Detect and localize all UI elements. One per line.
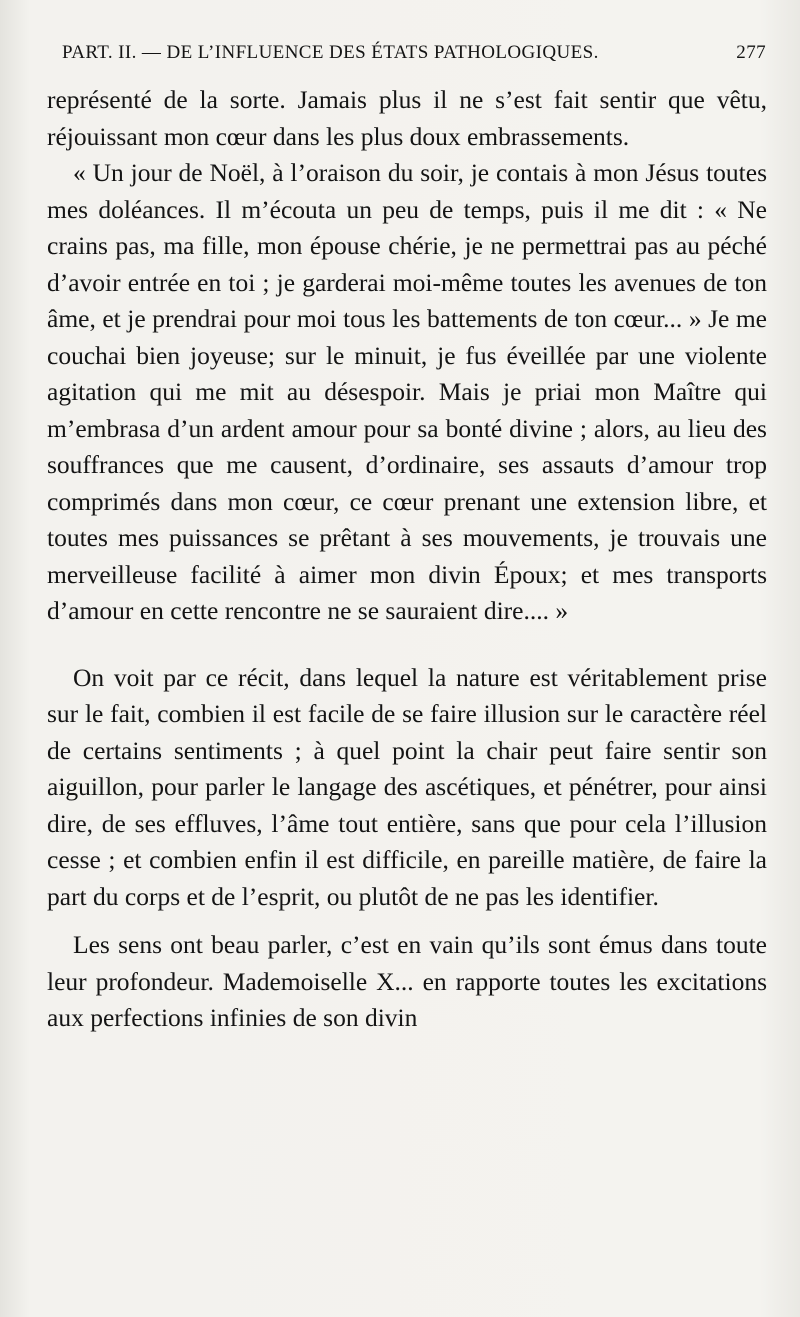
running-title: PART. II. — DE L’INFLUENCE DES ÉTATS PATHOLOGIQUES. <box>62 42 599 63</box>
body-text <box>47 82 767 1037</box>
paragraph-commentary: On voit par ce récit, dans lequel la nature est véritablement prise sur le fait, combien il est facile de se faire illusion sur le caractère réel de certains sentiments ; à quel point la chair peut faire sentir son aiguillon, pour parler le langage des ascétiques, et pénétrer, pour ainsi dire, de ses effluves, l’âme tout entière, sans que pour cela l’illusion cesse ; et combien enfin il est difficile, en pareille matière, de faire la part du corps et de l’esprit, ou plutôt de ne pas les identifier. <box>47 662 767 911</box>
running-header <box>62 42 766 64</box>
paragraph-quote: « Un jour de Noël, à l’oraison du soir, je contais à mon Jésus toutes mes doléances. Il m’écouta un peu de temps, puis il me dit : « Ne crains pas, ma fille, mon épouse chérie, je ne permettrai pas au péché d’avoir entrée en toi ; je garderai moi-même toutes les avenues de ton âme, et je prendrai pour moi tous les battements de ton cœur... » Je me couchai bien joyeuse; sur le minuit, je fus éveillée par une violente agitation qui me mit au désespoir. Mais je priai mon Maître qui m’embrasa d’un ardent amour pour sa bonté divine ; alors, au lieu des souffrances que me causent, d’ordinaire, ses assauts d’amour trop comprimés dans mon cœur, ce cœur prenant une extension libre, et toutes mes puissances se prêtant à ses mouvements, je trouvais une merveilleuse facilité à aimer mon divin Époux; et mes transports d’amour en cette rencontre ne se sauraient dire.... » <box>47 158 767 625</box>
paragraph-senses: Les sens ont beau parler, c’est en vain qu’ils sont émus dans toute leur profondeur. Mademoiselle X... en rapporte toutes les excitations aux perfections infinies de son divin <box>47 930 767 1032</box>
page-number: 277 <box>736 42 766 63</box>
paragraph-continuation: représenté de la sorte. Jamais plus il ne s’est fait sentir que vêtu, réjouissant mon cœur dans les plus doux embrassements. <box>47 85 767 151</box>
